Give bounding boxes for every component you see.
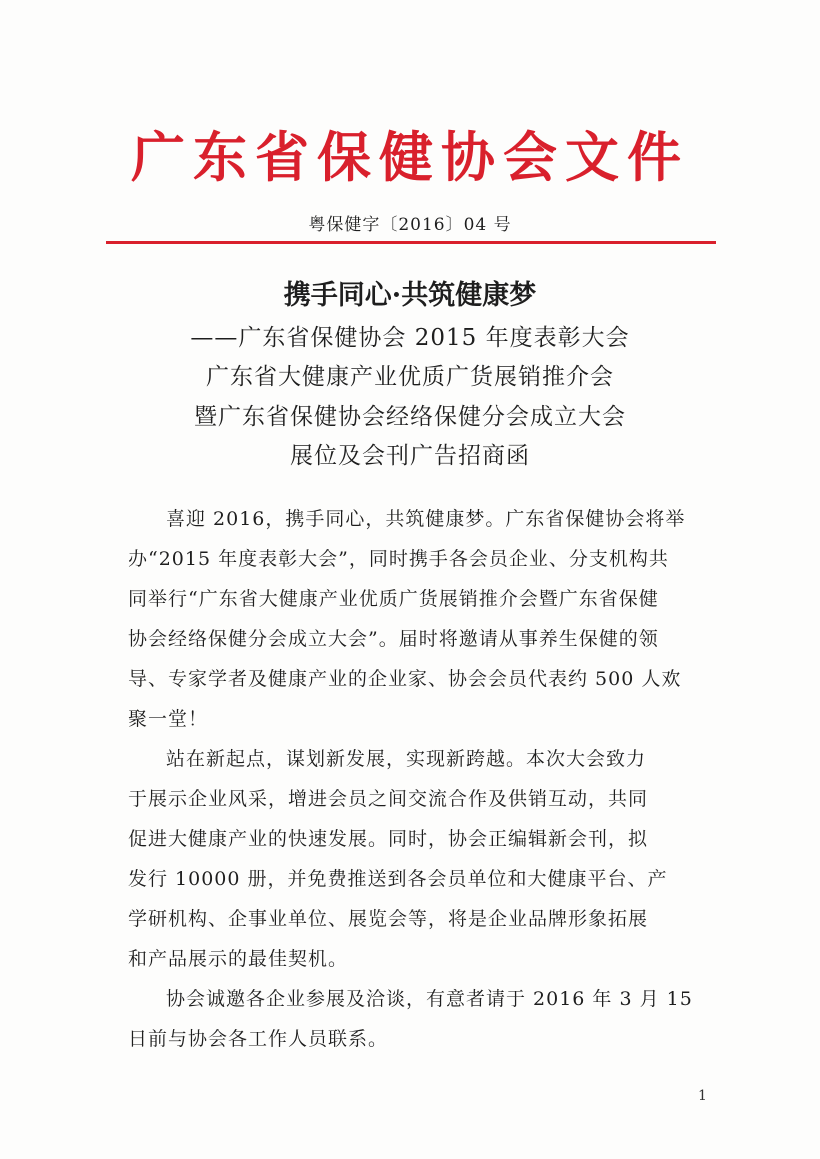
letter-subtitle-3: 暨广东省保健协会经络保健分会成立大会	[194, 404, 626, 430]
letter-subtitle-2: 广东省大健康产业优质广货展销推介会	[206, 364, 614, 390]
paragraph-line: 日前与协会各工作人员联系。	[128, 1028, 389, 1050]
page-number: 1	[698, 1088, 707, 1104]
paragraph-line: 站在新起点，谋划新发展，实现新跨越。本次大会致力	[166, 748, 647, 770]
paragraph-line: 促进大健康产业的快速发展。同时，协会正编辑新会刊，拟	[128, 828, 649, 850]
paragraph-line: 办“2015 年度表彰大会”，同时携手各会员企业、分支机构共	[128, 548, 669, 570]
paragraph-line: 聚一堂！	[128, 708, 209, 730]
issuer-header-title: 广东省保健协会文件	[131, 125, 689, 189]
red-divider-line	[106, 241, 716, 244]
letter-subtitle-4: 展位及会刊广告招商函	[290, 443, 530, 469]
paragraph-line: 和产品展示的最佳契机。	[128, 948, 349, 970]
paragraph-line: 喜迎 2016，携手同心，共筑健康梦。广东省保健协会将举	[166, 508, 686, 530]
paragraph-line: 导、专家学者及健康产业的企业家、协会会员代表约 500 人欢	[128, 668, 682, 690]
paragraph-line: 同举行“广东省大健康产业优质广货展销推介会暨广东省保健	[128, 588, 659, 610]
document-number: 粤保健字〔2016〕04 号	[308, 215, 512, 235]
letter-title: 携手同心·共筑健康梦	[283, 280, 537, 311]
paragraph-line: 于展示企业风采，增进会员之间交流合作及供销互动，共同	[128, 788, 649, 810]
paragraph-line: 发行 10000 册，并免费推送到各会员单位和大健康平台、产	[128, 868, 668, 890]
paragraph-line: 协会经络保健分会成立大会”。届时将邀请从事养生保健的领	[128, 628, 659, 650]
paragraph-line: 协会诚邀各企业参展及洽谈，有意者请于 2016 年 3 月 15	[166, 988, 693, 1010]
paragraph-line: 学研机构、企事业单位、展览会等，将是企业品牌形象拓展	[128, 908, 649, 930]
letter-subtitle-1: ——广东省保健协会 2015 年度表彰大会	[190, 325, 630, 351]
